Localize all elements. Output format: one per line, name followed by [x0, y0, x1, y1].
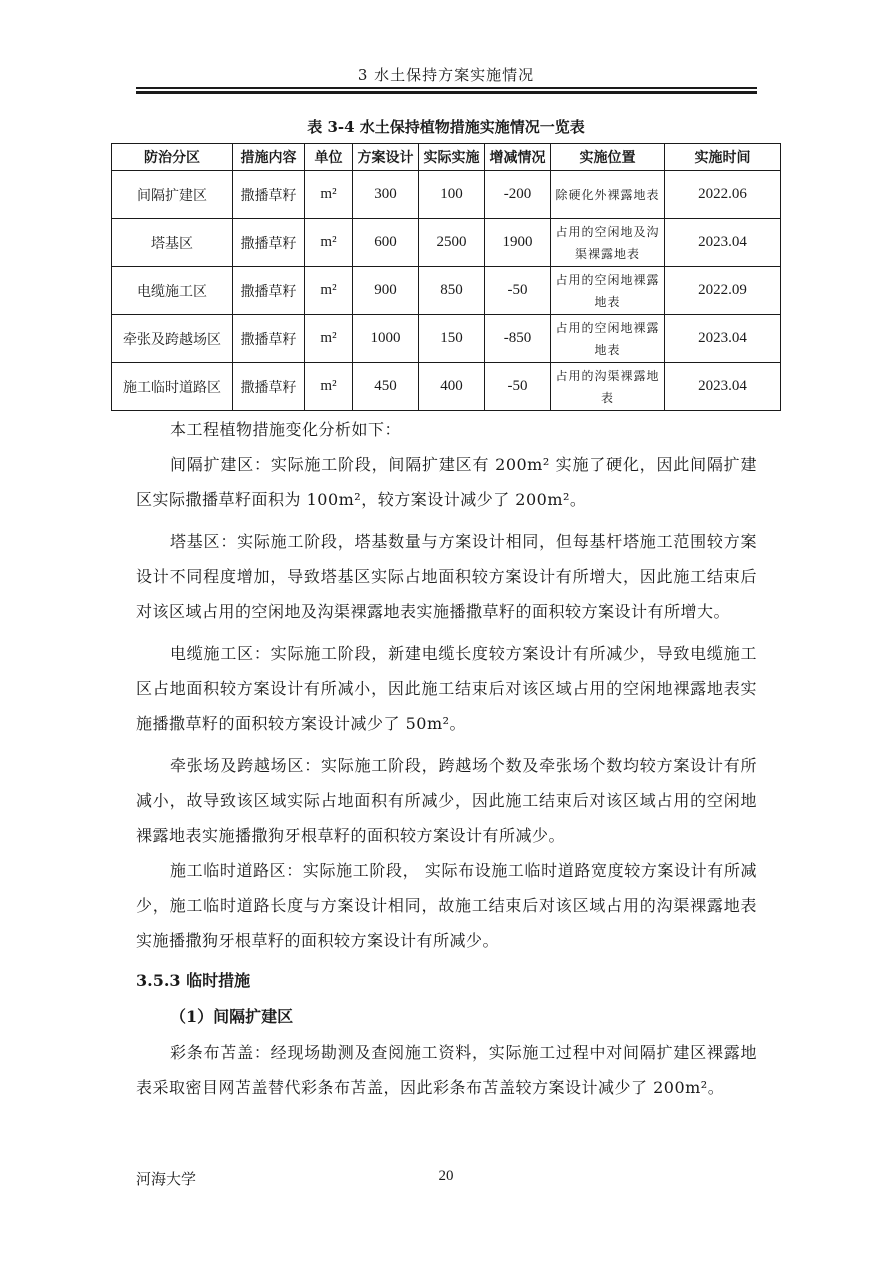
- cell-actual: 400: [419, 363, 485, 411]
- paragraph-temporary-road: 施工临时道路区：实际施工阶段， 实际布设施工临时道路宽度较方案设计有所减少，施工临时道路长度与方案设计相同，故施工结束后对该区域占用的沟渠裸露地表实施播撒狗牙根草籽的面积较方案设计有所减少。: [136, 861, 757, 950]
- cell-unit: m²: [305, 363, 353, 411]
- col-header-zone: 防治分区: [112, 144, 233, 171]
- paragraph-tension-crossing: 牵张场及跨越场区：实际施工阶段，跨越场个数及牵张场个数均较方案设计有所减小，故导致该区域实际占地面积有所减少，因此施工结束后对该区域占用的空闲地裸露地表实施播撒狗牙根草籽的面积较方案设计有所减少。: [136, 756, 757, 845]
- cell-zone: 施工临时道路区: [112, 363, 233, 411]
- cell-date: 2023.04: [665, 363, 781, 411]
- analysis-body: [136, 412, 757, 1105]
- cell-zone: 牵张及跨越场区: [112, 315, 233, 363]
- cell-measure: 撒播草籽: [233, 267, 305, 315]
- cell-date: 2022.06: [665, 171, 781, 219]
- cell-location: 占用的空闲地及沟渠裸露地表: [551, 219, 665, 267]
- paragraph-cable-construction: 电缆施工区：实际施工阶段，新建电缆长度较方案设计有所减少，导致电缆施工区占地面积较方案设计有所减小，因此施工结束后对该区域占用的空闲地裸露地表实施播撒草籽的面积较方案设计减少了 50m²。: [136, 644, 757, 733]
- cell-actual: 2500: [419, 219, 485, 267]
- cell-actual: 850: [419, 267, 485, 315]
- cell-date: 2022.09: [665, 267, 781, 315]
- col-header-design: 方案设计: [353, 144, 419, 171]
- cell-date: 2023.04: [665, 219, 781, 267]
- paragraph-tarp-cover: 彩条布苫盖：经现场勘测及查阅施工资料，实际施工过程中对间隔扩建区裸露地表采取密目网苫盖替代彩条布苫盖，因此彩条布苫盖较方案设计减少了 200m²。: [136, 1043, 757, 1097]
- cell-location: 占用的空闲地裸露地表: [551, 267, 665, 315]
- cell-design: 450: [353, 363, 419, 411]
- cell-unit: m²: [305, 219, 353, 267]
- cell-design: 300: [353, 171, 419, 219]
- cell-actual: 100: [419, 171, 485, 219]
- header-rule-thin: [136, 87, 757, 89]
- cell-unit: m²: [305, 267, 353, 315]
- running-header: 3 水土保持方案实施情况: [357, 66, 535, 84]
- header-rule-thick: [136, 91, 757, 94]
- cell-date: 2023.04: [665, 315, 781, 363]
- table-row: [112, 219, 781, 267]
- planting-measures-table: [111, 143, 781, 411]
- col-header-location: 实施位置: [551, 144, 665, 171]
- subsection-heading: （1）间隔扩建区: [170, 1007, 294, 1026]
- col-header-change: 增减情况: [485, 144, 551, 171]
- table-row: [112, 315, 781, 363]
- cell-change: -850: [485, 315, 551, 363]
- paragraph-tower-base: 塔基区：实际施工阶段，塔基数量与方案设计相同，但每基杆塔施工范围较方案设计不同程度增加，导致塔基区实际占地面积较方案设计有所增大，因此施工结束后对该区域占用的空闲地及沟渠裸露地表实施播撒草籽的面积较方案设计有所增大。: [136, 532, 757, 621]
- table-caption: 表 3-4 水土保持植物措施实施情况一览表: [307, 118, 585, 136]
- page-number: 20: [438, 1168, 454, 1184]
- col-header-unit: 单位: [305, 144, 353, 171]
- table-row: [112, 363, 781, 411]
- col-header-date: 实施时间: [665, 144, 781, 171]
- cell-location: 占用的空闲地裸露地表: [551, 315, 665, 363]
- table-row: [112, 171, 781, 219]
- cell-location: 占用的沟渠裸露地表: [551, 363, 665, 411]
- cell-zone: 塔基区: [112, 219, 233, 267]
- section-heading: 3.5.3 临时措施: [136, 971, 251, 990]
- cell-change: -200: [485, 171, 551, 219]
- cell-measure: 撒播草籽: [233, 171, 305, 219]
- cell-actual: 150: [419, 315, 485, 363]
- cell-unit: m²: [305, 315, 353, 363]
- col-header-actual: 实际实施: [419, 144, 485, 171]
- cell-zone: 间隔扩建区: [112, 171, 233, 219]
- intro-paragraph: 本工程植物措施变化分析如下：: [170, 420, 402, 439]
- cell-zone: 电缆施工区: [112, 267, 233, 315]
- paragraph-interval-expansion: 间隔扩建区：实际施工阶段，间隔扩建区有 200m² 实施了硬化，因此间隔扩建区实际撒播草籽面积为 100m²，较方案设计减少了 200m²。: [136, 455, 757, 509]
- table-header-row: [112, 144, 781, 171]
- cell-design: 1000: [353, 315, 419, 363]
- cell-change: -50: [485, 363, 551, 411]
- cell-design: 600: [353, 219, 419, 267]
- footer-organization: 河海大学: [136, 1170, 197, 1188]
- col-header-measure: 措施内容: [233, 144, 305, 171]
- cell-measure: 撒播草籽: [233, 363, 305, 411]
- cell-location: 除硬化外裸露地表: [551, 171, 665, 219]
- cell-change: -50: [485, 267, 551, 315]
- cell-measure: 撒播草籽: [233, 219, 305, 267]
- cell-measure: 撒播草籽: [233, 315, 305, 363]
- cell-design: 900: [353, 267, 419, 315]
- table-row: [112, 267, 781, 315]
- cell-unit: m²: [305, 171, 353, 219]
- cell-change: 1900: [485, 219, 551, 267]
